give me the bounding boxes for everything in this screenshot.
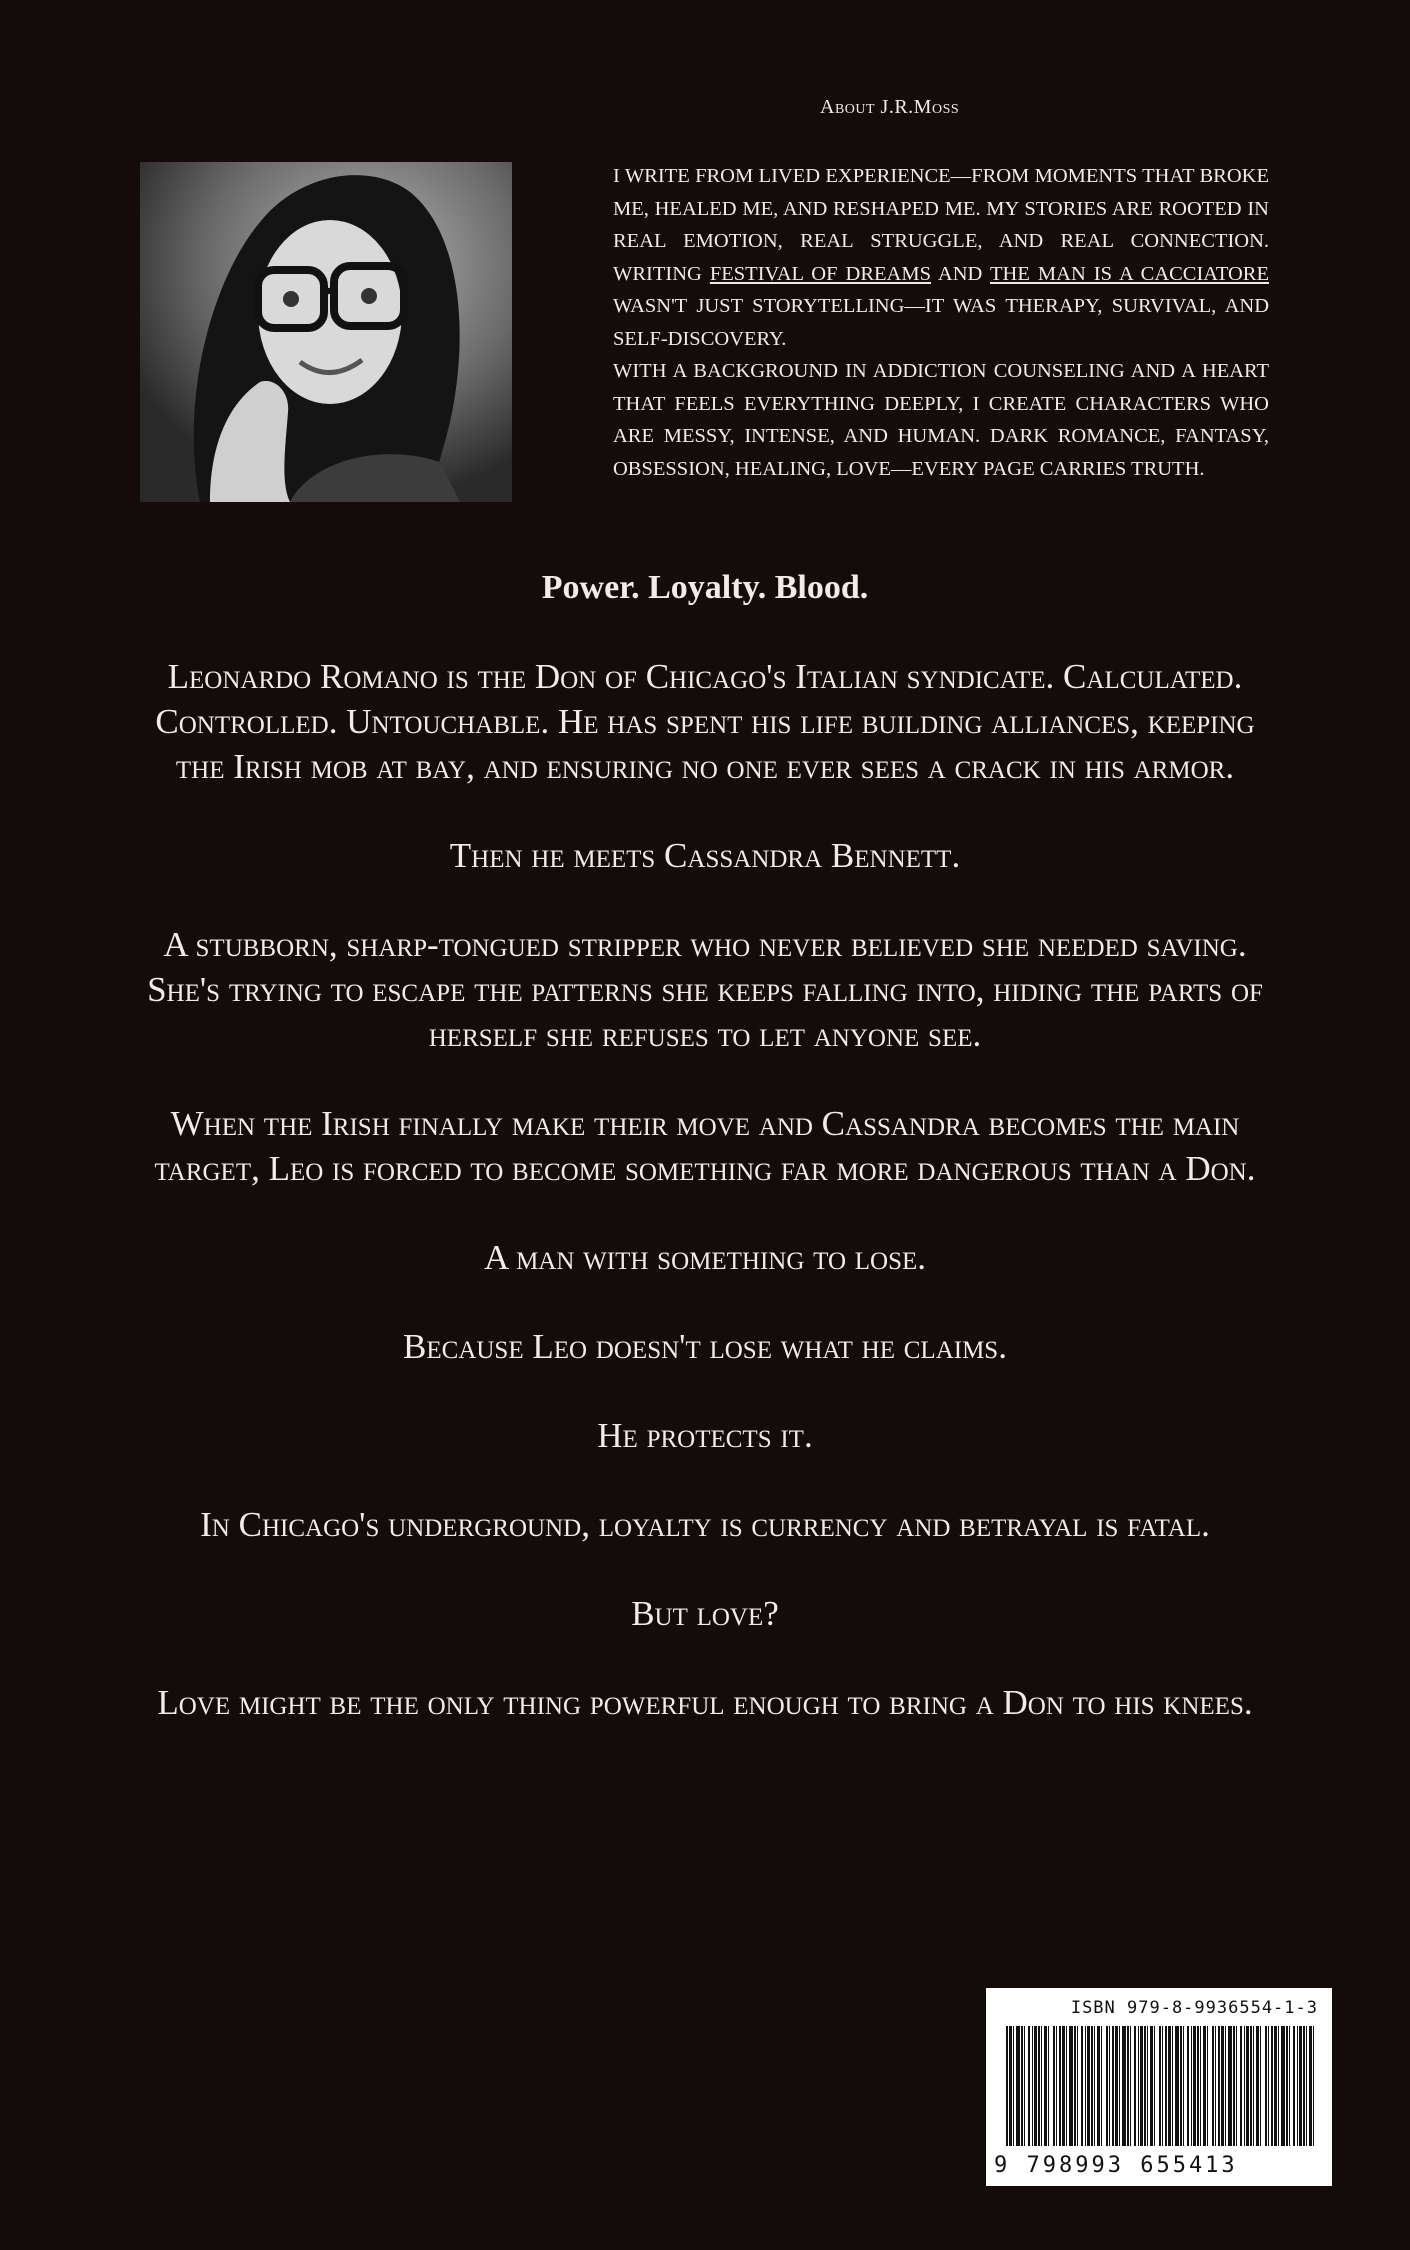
barcode-bar: [1271, 2026, 1273, 2146]
barcode-bar: [1168, 2026, 1171, 2146]
barcode-bar: [1140, 2026, 1143, 2146]
author-photo: [140, 162, 512, 502]
blurb-paragraph: In Chicago's underground, loyalty is currency and betrayal is fatal.: [200, 1505, 1210, 1544]
barcode-bar: [1286, 2026, 1288, 2146]
barcode-bar: [1112, 2026, 1114, 2146]
barcode-bar: [1293, 2026, 1295, 2146]
barcode-bar: [1081, 2026, 1083, 2146]
blurb-heading: Power. Loyalty. Blood.: [541, 569, 869, 606]
barcode-bars: [1006, 2026, 1316, 2146]
barcode-bar: [1130, 2026, 1131, 2146]
book-title-cacciatore: THE MAN IS A CACCIATORE: [990, 262, 1269, 285]
barcode-bar: [1144, 2026, 1146, 2146]
barcode-bar: [1048, 2026, 1049, 2146]
barcode-bar: [1240, 2026, 1242, 2146]
barcode-bar: [1228, 2026, 1232, 2146]
barcode-bar: [1187, 2026, 1189, 2146]
about-author-title: About J.R.Moss: [820, 96, 960, 118]
barcode-bar: [1074, 2026, 1076, 2146]
blurb-paragraph: Leonardo Romano is the Don of Chicago's Italian syndicate. Calculated. Controlled. Untouchable. He has spent his life building alliances, keeping the Irish mob at bay, and ensuring no one ever sees a crack in his armor.: [155, 657, 1255, 786]
barcode-bar: [1306, 2026, 1307, 2146]
barcode-bar: [1044, 2026, 1047, 2146]
barcode-bar: [1183, 2026, 1184, 2146]
barcode-bar: [1097, 2026, 1100, 2146]
barcode-bar: [1091, 2026, 1093, 2146]
barcode-bar: [1221, 2026, 1224, 2146]
barcode-bar: [1013, 2026, 1014, 2146]
barcode-bar: [1056, 2026, 1057, 2146]
barcode-bar: [1212, 2026, 1214, 2146]
barcode-bar: [1028, 2026, 1030, 2146]
barcode-bar: [1009, 2026, 1012, 2146]
bio-paragraph-1: I WRITE FROM LIVED EXPERIENCE—FROM MOMENTS THAT BROKE ME, HEALED ME, AND RESHAPED ME. MY STORIES ARE ROOTED IN REAL EMOTION, REAL STRUGGLE, AND REAL CONNECTION. WRITING FESTIVAL OF DREAMS AND THE MAN IS A CACCIATORE WASN'T JUST STORYTELLING—IT WAS THERAPY, SURVIVAL, AND SELF-DISCOVERY.: [613, 165, 1269, 350]
barcode-bar: [1159, 2026, 1161, 2146]
barcode-bar: [1032, 2026, 1033, 2146]
barcode-digits: 9 798993 655413: [994, 2153, 1238, 2178]
barcode-bar: [1281, 2026, 1285, 2146]
blurb-paragraph: But love?: [631, 1594, 779, 1633]
isbn-barcode: [986, 1988, 1332, 2186]
barcode-bar: [1172, 2026, 1173, 2146]
barcode-bar: [1236, 2026, 1237, 2146]
barcode-bar: [1165, 2026, 1167, 2146]
barcode-bar: [1265, 2026, 1267, 2146]
barcode-bar: [1106, 2026, 1108, 2146]
barcode-bar: [1154, 2026, 1155, 2146]
barcode-bar: [1253, 2026, 1254, 2146]
barcode-bar: [1225, 2026, 1226, 2146]
barcode-bar: [1268, 2026, 1269, 2146]
blurb-paragraph: When the Irish finally make their move and Cassandra becomes the main target, Leo is forced to become something far more dangerous than a Don.: [154, 1104, 1256, 1188]
barcode-bar: [1085, 2026, 1086, 2146]
blurb-paragraph: Then he meets Cassandra Bennett.: [449, 836, 961, 875]
barcode-bar: [1122, 2026, 1126, 2146]
barcode-bar: [1119, 2026, 1120, 2146]
blurb-paragraph: He protects it.: [597, 1416, 813, 1455]
barcode-bar: [1233, 2026, 1235, 2146]
barcode-bar: [1207, 2026, 1208, 2146]
barcode-bar: [1101, 2026, 1102, 2146]
barcode-bar: [1289, 2026, 1290, 2146]
barcode-bar: [1077, 2026, 1078, 2146]
barcode-bar: [1200, 2026, 1201, 2146]
barcode-bar: [1313, 2026, 1314, 2146]
barcode-bar: [1274, 2026, 1277, 2146]
barcode-bar: [1109, 2026, 1110, 2146]
barcode-bar: [1197, 2026, 1199, 2146]
barcode-bar: [1162, 2026, 1163, 2146]
barcode-bar: [1218, 2026, 1220, 2146]
barcode-bar: [1034, 2026, 1037, 2146]
barcode-bar: [1297, 2026, 1298, 2146]
barcode-bar: [1299, 2026, 1302, 2146]
barcode-bar: [1041, 2026, 1042, 2146]
barcode-bar: [1069, 2026, 1073, 2146]
barcode-bar: [1138, 2026, 1139, 2146]
barcode-bar: [1244, 2026, 1245, 2146]
barcode-bar: [1309, 2026, 1312, 2146]
bio-paragraph-2: WITH A BACKGROUND IN ADDICTION COUNSELING AND A HEART THAT FEELS EVERYTHING DEEPLY, I CREATE CHARACTERS WHO ARE MESSY, INTENSE, AND HUMAN. DARK ROMANCE, FANTASY, OBSESSION, HEALING, LOVE—EVERY PAGE CARRIES TRUTH.: [613, 360, 1269, 480]
blurb-paragraph: Love might be the only thing powerful enough to bring a Don to his knees.: [157, 1683, 1253, 1722]
isbn-label: ISBN 979-8-9936554-1-3: [1070, 1998, 1318, 2018]
barcode-bar: [1059, 2026, 1061, 2146]
author-bio: [613, 160, 1269, 485]
barcode-bar: [1191, 2026, 1192, 2146]
barcode-bar: [1150, 2026, 1153, 2146]
barcode-bar: [1053, 2026, 1055, 2146]
barcode-bar: [1021, 2026, 1023, 2146]
barcode-bar: [1006, 2026, 1008, 2146]
barcode-bar: [1038, 2026, 1040, 2146]
blurb-paragraph: A man with something to lose.: [483, 1238, 927, 1277]
barcode-bar: [1127, 2026, 1129, 2146]
barcode-bar: [1250, 2026, 1252, 2146]
barcode-bar: [1193, 2026, 1196, 2146]
blurb-paragraph: A stubborn, sharp-tongued stripper who never believed she needed saving. She's trying to escape the patterns she keeps falling into, hiding the parts of herself she refuses to let anyone see.: [147, 925, 1263, 1054]
barcode-bar: [1278, 2026, 1279, 2146]
barcode-bar: [1175, 2026, 1179, 2146]
blurb-paragraph: Because Leo doesn't lose what he claims.: [403, 1327, 1007, 1366]
barcode-bar: [1094, 2026, 1095, 2146]
barcode-bar: [1147, 2026, 1148, 2146]
barcode-bar: [1215, 2026, 1216, 2146]
barcode-bar: [1256, 2026, 1259, 2146]
barcode-bar: [1246, 2026, 1249, 2146]
barcode-bar: [1062, 2026, 1065, 2146]
barcode-bar: [1134, 2026, 1136, 2146]
barcode-bar: [1066, 2026, 1067, 2146]
book-title-festival: FESTIVAL OF DREAMS: [709, 262, 931, 285]
barcode-bar: [1260, 2026, 1261, 2146]
book-blurb: [130, 565, 1280, 1769]
barcode-bar: [1024, 2026, 1025, 2146]
barcode-bar: [1087, 2026, 1090, 2146]
barcode-bar: [1203, 2026, 1206, 2146]
barcode-bar: [1016, 2026, 1020, 2146]
barcode-bar: [1303, 2026, 1305, 2146]
barcode-bar: [1180, 2026, 1182, 2146]
barcode-bar: [1115, 2026, 1118, 2146]
